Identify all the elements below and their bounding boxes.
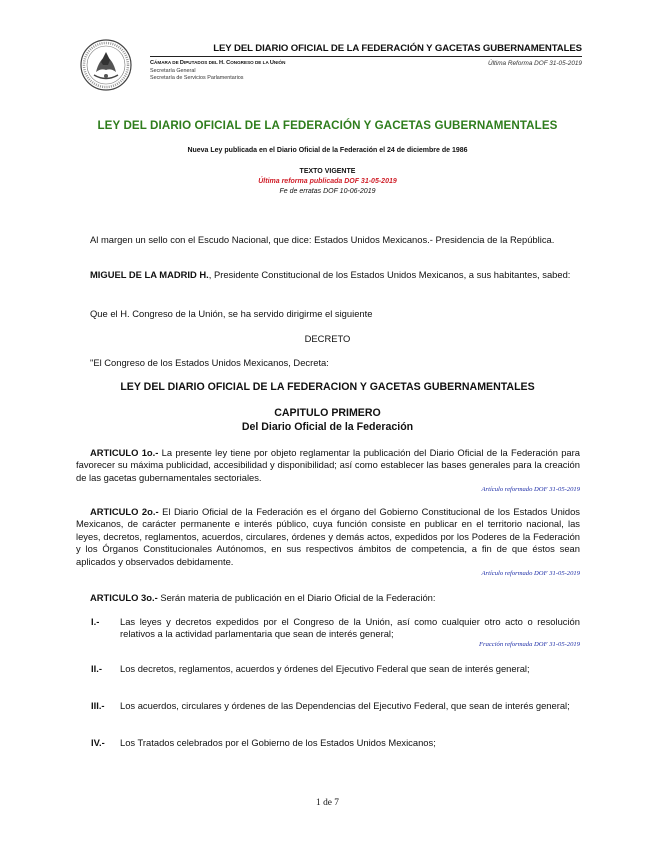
paragraph-president: MIGUEL DE LA MADRID H., Presidente Constitucional de los Estados Unidos Mexicanos, a sus habitantes, sabed: — [90, 269, 571, 280]
item-number: I.- — [91, 616, 100, 627]
item-number: IV.- — [91, 737, 105, 748]
header-chamber: CÁMARA DE DIPUTADOS DEL H. CONGRESO DE LA UNIÓN — [150, 60, 286, 66]
article-3: ARTICULO 3o.- Serán materia de publicación en el Diario Oficial de la Federación: — [90, 592, 436, 603]
header-last-reform: Última Reforma DOF 31-05-2019 — [487, 60, 582, 67]
header-doc-title: LEY DEL DIARIO OFICIAL DE LA FEDERACIÓN Y GACETAS GUBERNAMENTALES — [213, 43, 582, 54]
fe-erratas: Fe de erratas DOF 10-06-2019 — [279, 188, 376, 195]
item-text: Los Tratados celebrados por el Gobierno de los Estados Unidos Mexicanos; — [120, 737, 436, 748]
paragraph-seal: Al margen un sello con el Escudo Nacional, que dice: Estados Unidos Mexicanos.- Presidencia de la República. — [90, 234, 555, 245]
page-number: 1 de 7 — [316, 798, 339, 808]
paragraph-congress: Que el H. Congreso de la Unión, se ha servido dirigirme el siguiente — [90, 308, 373, 319]
header-rule — [150, 56, 582, 57]
item-text: Los acuerdos, circulares y órdenes de las Dependencias del Ejecutivo Federal, que sean de interés general; — [120, 700, 570, 711]
article-2-note: Artículo reformado DOF 31-05-2019 — [481, 570, 580, 577]
item-number: II.- — [91, 663, 102, 674]
header-servicios: Secretaría de Servicios Parlamentarios — [150, 75, 244, 81]
item-number: III.- — [91, 700, 105, 711]
article-1-note: Artículo reformado DOF 31-05-2019 — [481, 486, 580, 493]
article-2: ARTICULO 2o.- El Diario Oficial de la Federación es el órgano del Gobierno Constitucional de los Estados Unidos Mexicanos, de carácter permanente e interés público, cuya función consiste en publicar en el territorio nacional, las leyes, decretos, reglamentos, acuerdos, circulares, órdenes y demás actos, expedidos por los Poderes de la Federación y los Órganos Constitucionales Autónomos, en sus respectivos ámbitos de competencia, a fin de que éstos sean aplicados y observados debidamente. — [76, 506, 580, 567]
article-1: ARTICULO 1o.- La presente ley tiene por objeto reglamentar la publicación del Diario Oficial de la Federación para favorecer su máxima publicidad, accesibilidad y disponibilidad; así como establecer las bases generales para la creación de las gacetas gubernamentales sectoriales. — [76, 447, 580, 483]
law-title: LEY DEL DIARIO OFICIAL DE LA FEDERACION Y GACETAS GUBERNAMENTALES — [120, 381, 535, 393]
main-title: LEY DEL DIARIO OFICIAL DE LA FEDERACIÓN Y GACETAS GUBERNAMENTALES — [97, 119, 558, 132]
item-note: Fracción reformada DOF 31-05-2019 — [478, 641, 580, 648]
header-secretaria: Secretaría General — [150, 68, 196, 74]
publication-line: Nueva Ley publicada en el Diario Oficial de la Federación el 24 de diciembre de 1986 — [187, 147, 468, 154]
paragraph-decreta: "El Congreso de los Estados Unidos Mexicanos, Decreta: — [90, 357, 329, 368]
item-text: Las leyes y decretos expedidos por el Congreso de la Unión, así como cualquier otro acto o resolución relativos a la actividad parlamentaria que sean de interés general; — [120, 616, 580, 640]
chapter-subheading: Del Diario Oficial de la Federación — [241, 421, 414, 433]
national-seal-icon — [79, 38, 133, 92]
decreto-heading: DECRETO — [304, 333, 351, 344]
ultima-reforma: Última reforma publicada DOF 31-05-2019 — [258, 178, 397, 185]
chapter-heading: CAPITULO PRIMERO — [274, 407, 381, 419]
item-text: Los decretos, reglamentos, acuerdos y órdenes del Ejecutivo Federal que sean de interés general; — [120, 663, 530, 674]
texto-vigente: TEXTO VIGENTE — [299, 168, 356, 175]
